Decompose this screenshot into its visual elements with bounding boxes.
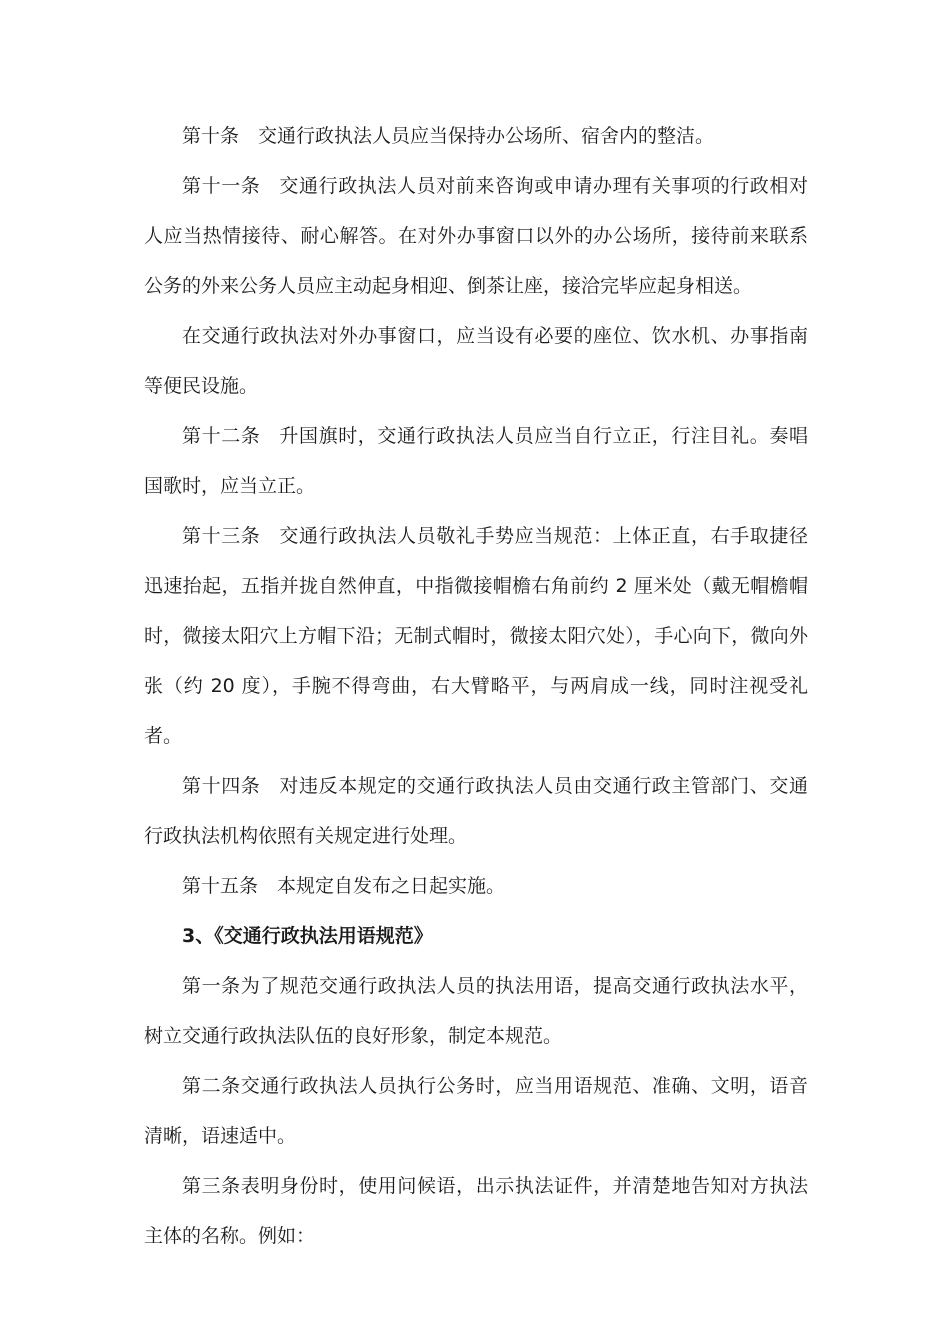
article-number: 第十四条 <box>182 775 261 797</box>
rule-article-1: 第一条为了规范交通行政执法人员的执法用语，提高交通行政执法水平，树立交通行政执法队伍的良好形象，制定本规范。 <box>144 975 808 1047</box>
article-number: 第十一条 <box>182 175 261 197</box>
article-text: 交通行政执法人员应当保持办公场所、宿舍内的整洁。 <box>258 125 715 147</box>
article-text: 交通行政执法人员敬礼手势应当规范：上体正直，右手取捷径迅速抬起，五指并拢自然伸直，中指微接帽檐右角前约 2 厘米处（戴无帽檐帽时，微接太阳穴上方帽下沿；无制式帽时，微接太阳穴处），手心向下，微向外张（约 20 度），手腕不得弯曲，右大臂略平，与两肩成一线，同时注视受礼者。 <box>144 525 808 747</box>
rule-article-2: 第二条交通行政执法人员执行公务时，应当用语规范、准确、文明，语音清晰，语速适中。 <box>144 1075 808 1147</box>
article-number: 第十二条 <box>182 425 261 447</box>
article-12 <box>144 411 808 511</box>
article-number: 第十五条 <box>182 875 259 897</box>
article-text: 交通行政执法人员对前来咨询或申请办理有关事项的行政相对人应当热情接待、耐心解答。在对外办事窗口以外的办公场所，接待前来联系公务的外来公务人员应主动起身相迎、倒茶让座，接洽完毕应起身相送。 <box>144 175 808 297</box>
article-text: 本规定自发布之日起实施。 <box>277 875 506 897</box>
article-text: 对违反本规定的交通行政执法人员由交通行政主管部门、交通行政执法机构依照有关规定进行处理。 <box>144 775 808 847</box>
article-13 <box>144 511 808 761</box>
article-10 <box>144 111 808 161</box>
rule-article-3: 第三条表明身份时，使用问候语，出示执法证件，并清楚地告知对方执法主体的名称。例如： <box>144 1175 808 1247</box>
article-15 <box>144 861 808 911</box>
article-number: 第十条 <box>182 125 240 147</box>
paragraph-service-window: 在交通行政执法对外办事窗口，应当设有必要的座位、饮水机、办事指南等便民设施。 <box>144 325 808 397</box>
article-14 <box>144 761 808 861</box>
article-text: 升国旗时，交通行政执法人员应当自行立正，行注目礼。奏唱国歌时，应当立正。 <box>144 425 808 497</box>
section-heading: 3、《交通行政执法用语规范》 <box>182 925 433 947</box>
document-body <box>144 111 808 1261</box>
article-number: 第十三条 <box>182 525 261 547</box>
article-11 <box>144 161 808 311</box>
